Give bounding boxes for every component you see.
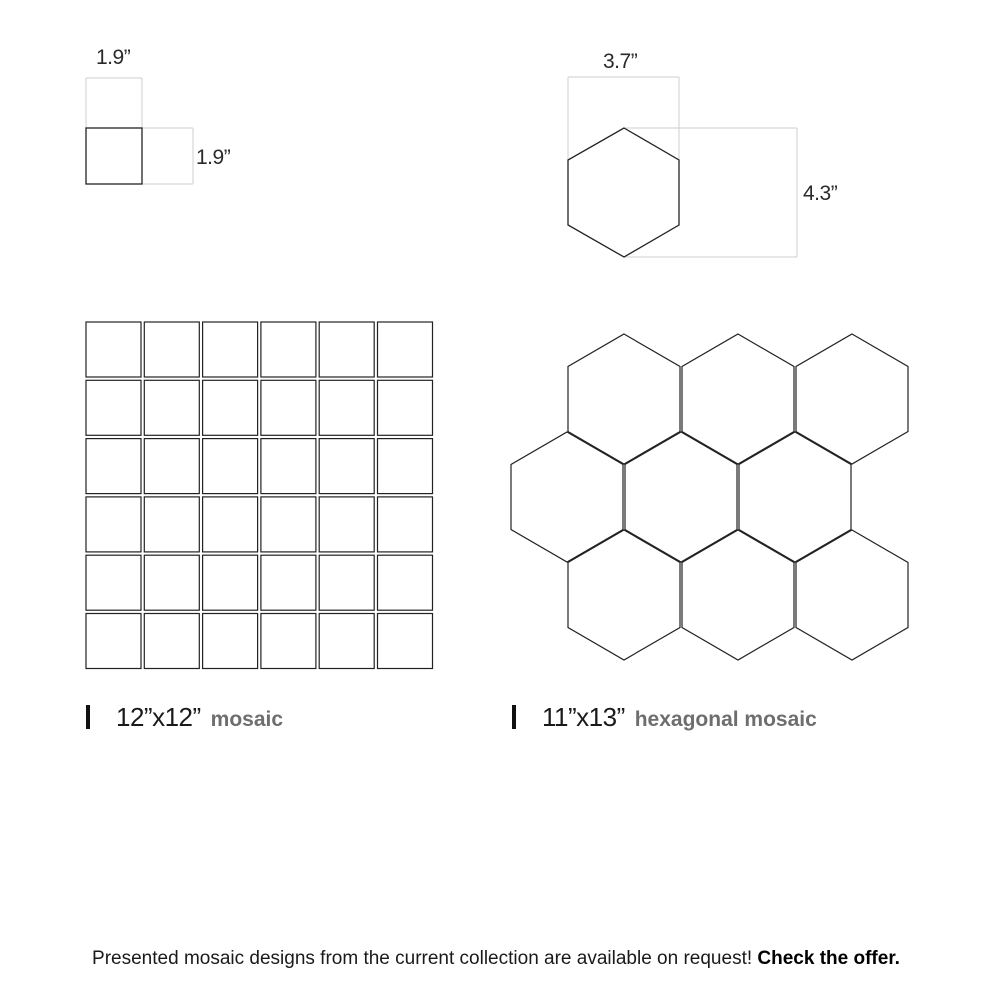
square-tile [86, 128, 142, 184]
mosaic-square-tile [378, 322, 433, 377]
mosaic-hex-tile [568, 530, 680, 660]
mosaic-square-tile [261, 555, 316, 610]
hex-width-label: 3.7” [603, 50, 638, 73]
square-tile-drawing [86, 78, 193, 184]
square-height-label: 1.9” [196, 146, 231, 169]
square-mosaic-caption [86, 702, 283, 733]
mosaic-hex-tile [796, 530, 908, 660]
mosaic-square-tile [319, 555, 374, 610]
mosaic-square-tile [86, 439, 141, 494]
hex-mosaic-caption [512, 702, 817, 733]
mosaic-square-tile [203, 497, 258, 552]
square-width-label: 1.9” [96, 46, 131, 69]
mosaic-square-tile [261, 380, 316, 435]
mosaic-square-tile [261, 439, 316, 494]
mosaic-square-tile [261, 614, 316, 669]
mosaic-square-tile [144, 614, 199, 669]
hex-mosaic-grid [511, 334, 908, 660]
mosaic-square-tile [144, 322, 199, 377]
hex-mosaic-kind: hexagonal mosaic [634, 708, 817, 731]
footer-note [0, 948, 992, 970]
mosaic-hex-tile [682, 334, 794, 464]
mosaic-square-tile [319, 614, 374, 669]
mosaic-square-tile [86, 555, 141, 610]
mosaic-hex-tile [739, 432, 851, 562]
hex-mosaic-size: 11”x13” [542, 702, 625, 732]
mosaic-square-tile [261, 497, 316, 552]
mosaic-hex-tile [568, 334, 680, 464]
check-offer-link[interactable]: Check the offer. [757, 948, 900, 969]
mosaic-square-tile [203, 322, 258, 377]
mosaic-hex-tile [625, 432, 737, 562]
mosaic-square-tile [378, 497, 433, 552]
mosaic-hex-tile [796, 334, 908, 464]
mosaic-square-tile [261, 322, 316, 377]
mosaic-square-tile [144, 439, 199, 494]
caption-bar [512, 705, 516, 729]
mosaic-square-tile [378, 380, 433, 435]
mosaic-square-tile [378, 614, 433, 669]
mosaic-hex-tile [511, 432, 623, 562]
mosaic-square-tile [319, 497, 374, 552]
mosaic-square-tile [203, 380, 258, 435]
mosaic-square-tile [203, 614, 258, 669]
caption-bar [86, 705, 90, 729]
mosaic-hex-tile [682, 530, 794, 660]
mosaic-square-tile [144, 497, 199, 552]
square-mosaic-size: 12”x12” [116, 702, 201, 732]
mosaic-square-tile [203, 439, 258, 494]
hex-tile-drawing [568, 77, 797, 257]
mosaic-square-tile [86, 380, 141, 435]
mosaic-square-tile [378, 439, 433, 494]
mosaic-square-tile [144, 555, 199, 610]
mosaic-square-tile [86, 614, 141, 669]
mosaic-square-tile [319, 322, 374, 377]
mosaic-square-tile [86, 322, 141, 377]
mosaic-square-tile [144, 380, 199, 435]
mosaic-square-tile [319, 380, 374, 435]
mosaic-square-tile [378, 555, 433, 610]
mosaic-square-tile [319, 439, 374, 494]
hex-tile [568, 128, 679, 257]
mosaic-square-tile [86, 497, 141, 552]
footer-text: Presented mosaic designs from the current collection are available on request! [92, 948, 753, 969]
square-mosaic-kind: mosaic [210, 708, 284, 731]
mosaic-square-tile [203, 555, 258, 610]
hex-height-label: 4.3” [803, 182, 838, 205]
square-mosaic-grid [86, 322, 433, 669]
